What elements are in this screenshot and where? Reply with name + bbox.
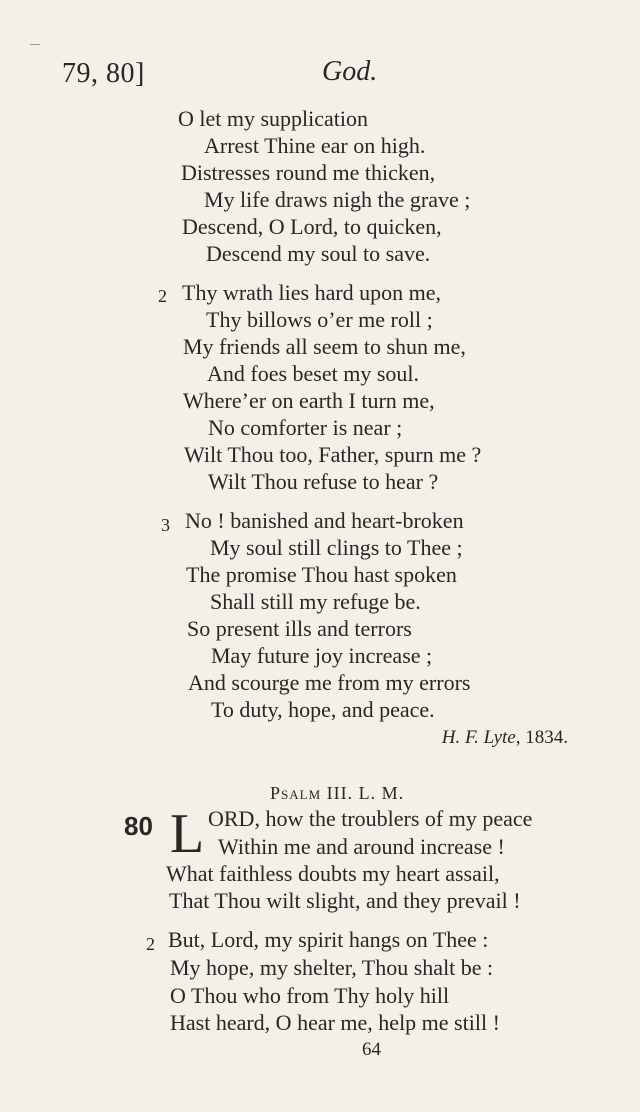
verse-line: Within me and around increase ! (218, 834, 505, 859)
verse-line: ORD, how the troublers of my peace (208, 806, 533, 831)
author-attribution (442, 727, 568, 749)
verse-line: Where’er on earth I turn me, (183, 388, 435, 413)
verse-line: Thy wrath lies hard upon me, (182, 280, 442, 305)
author-name: H. F. Lyte (441, 727, 516, 748)
verse-line: Distresses round me thicken, (181, 160, 436, 185)
verse-line: My soul still clings to Thee ; (210, 535, 463, 560)
stanza-number: 2 (158, 286, 167, 306)
hymn-heading (270, 783, 404, 804)
verse-line: That Thou wilt slight, and they prevail ! (169, 888, 521, 913)
verse-line: But, Lord, my spirit hangs on Thee : (168, 927, 489, 952)
verse-line: Descend, O Lord, to quicken, (182, 214, 442, 239)
verse-line: To duty, hope, and peace. (211, 697, 435, 722)
stanza-number: 3 (161, 515, 170, 535)
drop-cap: L (170, 803, 205, 865)
verse-line: Descend my soul to save. (206, 241, 431, 266)
verse-line: The promise Thou hast spoken (186, 562, 457, 587)
running-header-title: God. (322, 56, 378, 87)
verse-line: And scourge me from my errors (188, 670, 471, 695)
hymn-heading-word: Psalm (270, 783, 322, 803)
verse-line: O Thou who from Thy holy hill (170, 983, 450, 1008)
stanza-number: 2 (146, 934, 155, 954)
verse-line: And foes beset my soul. (207, 361, 420, 386)
verse-line: My friends all seem to shun me, (183, 334, 466, 359)
verse-line: Shall still my refuge be. (210, 589, 421, 614)
page-edge-mark (30, 44, 40, 45)
page-number: 64 (362, 1039, 381, 1060)
verse-line: May future joy increase ; (211, 643, 433, 668)
author-year: , 1834. (515, 727, 568, 748)
running-header-hymn-numbers: 79, 80] (62, 58, 145, 89)
verse-line: No comforter is near ; (208, 415, 403, 440)
verse-line: So present ills and terrors (187, 616, 412, 641)
verse-line: What faithless doubts my heart assail, (166, 861, 500, 886)
verse-line: Wilt Thou too, Father, spurn me ? (184, 442, 482, 467)
verse-line: No ! banished and heart-broken (185, 508, 464, 533)
verse-line: Hast heard, O hear me, help me still ! (170, 1010, 500, 1035)
hymn-heading-meter: III. L. M. (321, 783, 405, 803)
verse-line: My life draws nigh the grave ; (204, 187, 471, 212)
hymn-number: 80 (124, 811, 153, 841)
verse-line: Arrest Thine ear on high. (204, 133, 426, 158)
verse-line: Thy billows o’er me roll ; (206, 307, 433, 332)
verse-line: O let my supplication (178, 106, 369, 131)
verse-line: My hope, my shelter, Thou shalt be : (170, 955, 494, 980)
verse-line: Wilt Thou refuse to hear ? (208, 469, 439, 494)
